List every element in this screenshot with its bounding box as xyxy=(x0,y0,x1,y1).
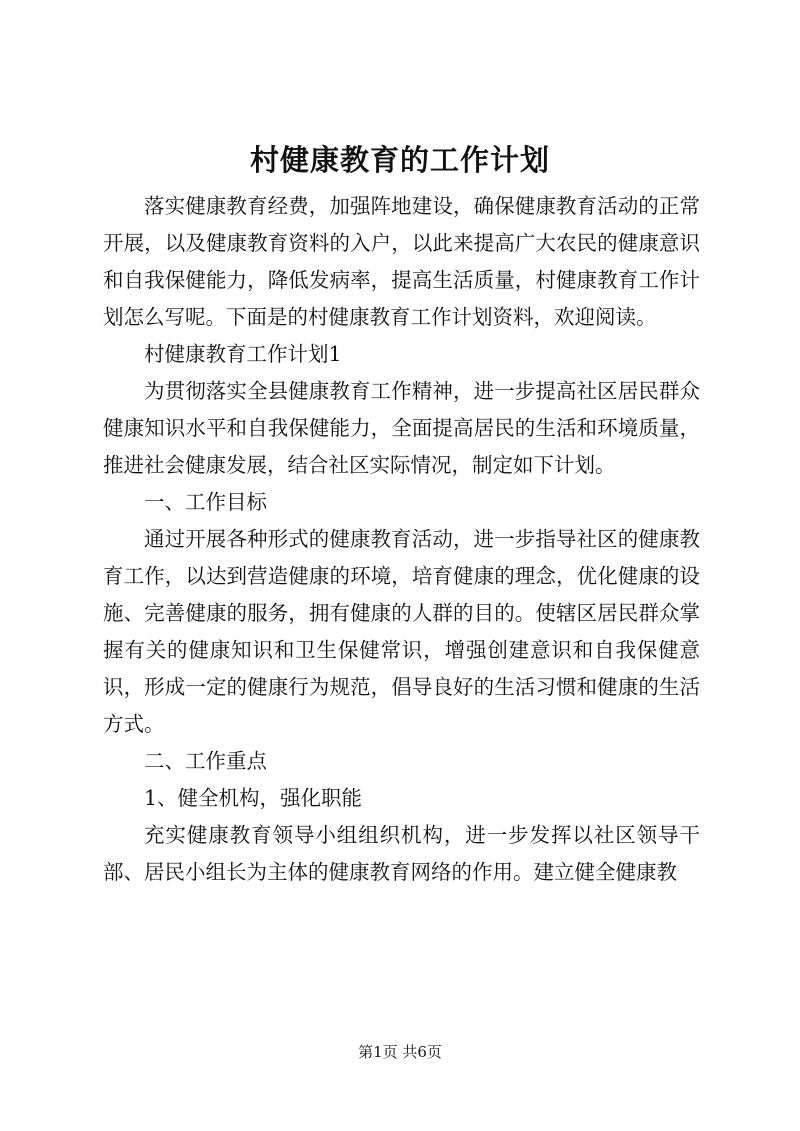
section-heading-focus: 二、工作重点 xyxy=(144,749,267,773)
goals-paragraph: 通过开展各种形式的健康教育活动，进一步指导社区的健康教育工作，以达到营造健康的环境，培育健康的理念，优化健康的设施、完善健康的服务，拥有健康的人群的目的。使辖区居民群众掌握有关的健康知识和卫生保健常识，增强创建意识和自我保健意识，形成一定的健康行为规范，倡导良好的生活习惯和健康的生活方式。 xyxy=(103,527,700,736)
intro-paragraph: 落实健康教育经费，加强阵地建设，确保健康教育活动的正常开展，以及健康教育资料的入户，以此来提高广大农民的健康意识和自我保健能力，降低发病率，提高生活质量，村健康教育工作计划怎么写呢。下面是的村健康教育工作计划资料，欢迎阅读。 xyxy=(103,194,700,329)
document-title: 村健康教育的工作计划 xyxy=(249,143,550,177)
section-heading-goals: 一、工作目标 xyxy=(144,490,267,514)
organization-paragraph: 充实健康教育领导小组组织机构，进一步发挥以社区领导干部、居民小组长为主体的健康教育网络的作用。建立健全健康教 xyxy=(103,823,700,884)
page-footer: 第1页 共6页 xyxy=(358,1043,442,1061)
document-body xyxy=(103,188,700,891)
subsection-heading: 1、健全机构，强化职能 xyxy=(144,786,363,810)
plan-heading: 村健康教育工作计划1 xyxy=(144,342,342,366)
plan-intro-paragraph: 为贯彻落实全县健康教育工作精神，进一步提高社区居民群众健康知识水平和自我保健能力，全面提高居民的生活和环境质量，推进社会健康发展，结合社区实际情况，制定如下计划。 xyxy=(103,379,700,477)
